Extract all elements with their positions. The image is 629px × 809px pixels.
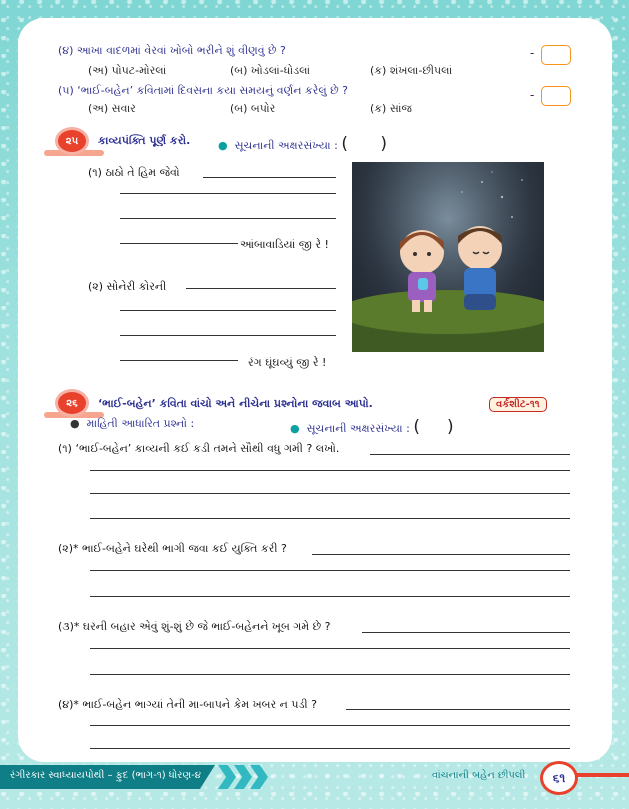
dolls-on-bench-image bbox=[352, 162, 544, 352]
page-number-tail bbox=[572, 773, 629, 777]
question-26-3: (૩)* ઘરની બહાર એવું શું-શું છે જે ભાઈ-બહેનને ખૂબ ગમે છે ? bbox=[58, 620, 331, 633]
line-item-2-prefix: (૨) સોનેરી કોરની bbox=[88, 280, 167, 293]
answer-line[interactable] bbox=[90, 493, 570, 494]
answer-line[interactable] bbox=[120, 310, 336, 311]
answer-line[interactable] bbox=[90, 674, 570, 675]
q5-answer-box[interactable] bbox=[541, 86, 571, 106]
answer-line[interactable] bbox=[362, 632, 570, 633]
answer-dash: - bbox=[530, 46, 535, 60]
chevron-right-icon bbox=[218, 765, 236, 789]
footer-chapter-title: વાંચનાની બહેન છીપલી bbox=[432, 770, 526, 781]
chevron-right-icon bbox=[250, 765, 268, 789]
line-item-2-suffix: રંગ ઘૂંઘવ્યું જી રે ! bbox=[248, 356, 327, 369]
answer-line[interactable] bbox=[186, 288, 336, 289]
answer-line[interactable] bbox=[90, 470, 570, 471]
q5-option-c: (ક) સાંજ bbox=[370, 102, 412, 115]
line-item-1-suffix: આંબાવાડિયાં જી રે ! bbox=[240, 238, 329, 251]
info-questions-bullet: ● માહિતી આધારિત પ્રશ્નો : bbox=[70, 417, 195, 430]
chevron-right-icon bbox=[234, 765, 252, 789]
answer-line[interactable] bbox=[370, 454, 570, 455]
answer-line[interactable] bbox=[120, 335, 336, 336]
answer-line[interactable] bbox=[120, 218, 336, 219]
footer-book-title: રંગીરકાર સ્વાધ્યાયપોથી – ફુદ (ભાગ-૧) ધોરણ-૪ bbox=[10, 770, 202, 781]
q4-option-c: (ક) શંખલા-છીપલાં bbox=[370, 64, 453, 77]
answer-line[interactable] bbox=[90, 725, 570, 726]
hint-bullet: ● સૂચનાની અક્ષરસંખ્યા : ( ) bbox=[218, 134, 388, 154]
q5-option-b: (બ) બપોર bbox=[230, 102, 276, 115]
answer-line[interactable] bbox=[312, 554, 570, 555]
answer-line[interactable] bbox=[346, 709, 570, 710]
question-26-1: (૧) ‘ભાઈ-બહેન’ કાવ્યની કઈ કડી તમને સૌથી વધુ ગમી ? લખો. bbox=[58, 442, 340, 455]
answer-line[interactable] bbox=[120, 360, 238, 361]
question-5: (૫) ‘ભાઈ-બહેન’ કવિતામાં દિવસના કયા સમયનું વર્ણન કરેલું છે ? bbox=[58, 84, 349, 97]
q4-option-b: (બ) ખોડલાં-ધોડલાં bbox=[230, 64, 311, 77]
answer-line[interactable] bbox=[120, 243, 238, 244]
answer-line[interactable] bbox=[90, 570, 570, 571]
answer-line[interactable] bbox=[90, 648, 570, 649]
section-25-title: કાવ્યપંક્તિ પૂર્ણ કરો. bbox=[98, 134, 191, 147]
page-number: ૬૧ bbox=[540, 761, 578, 795]
section-26-title: ‘ભાઈ-બહેન’ કવિતા વાંચો અને નીચેના પ્રશ્નોના જવાબ આપો. bbox=[98, 397, 373, 410]
answer-line[interactable] bbox=[120, 193, 336, 194]
line-item-1-prefix: (૧) ઠાઠો તે હિમ જેવો bbox=[88, 166, 180, 179]
q4-answer-box[interactable] bbox=[541, 45, 571, 65]
answer-line[interactable] bbox=[90, 518, 570, 519]
section-25-badge: ૨૫ bbox=[58, 130, 86, 152]
hint-bullet: ● સૂચનાની અક્ષરસંખ્યા : ( ) bbox=[290, 417, 454, 437]
q5-option-a: (અ) સવાર bbox=[88, 102, 136, 115]
answer-line[interactable] bbox=[90, 596, 570, 597]
q4-option-a: (અ) પોપટ-મોરલાં bbox=[88, 64, 167, 77]
section-26-badge: ૨૬ bbox=[58, 392, 86, 414]
worksheet-tag: વર્કશીટ-૧૧ bbox=[489, 397, 547, 412]
question-26-4: (૪)* ભાઈ-બહેન ભાગ્યાં તેની મા-બાપને કેમ ખબર ન પડી ? bbox=[58, 698, 318, 711]
question-4: (૪) આખા વાદળમાં વેરવાં ખોબો ભરીને શું વીણવું છે ? bbox=[58, 44, 286, 57]
question-26-2: (૨)* ભાઈ-બહેને ઘરેથી ભાગી જવા કઈ યુક્તિ કરી ? bbox=[58, 542, 287, 555]
footer bbox=[0, 765, 629, 789]
answer-line[interactable] bbox=[90, 748, 570, 749]
worksheet-page bbox=[18, 18, 612, 762]
answer-dash: - bbox=[530, 88, 535, 102]
answer-line[interactable] bbox=[203, 177, 336, 178]
